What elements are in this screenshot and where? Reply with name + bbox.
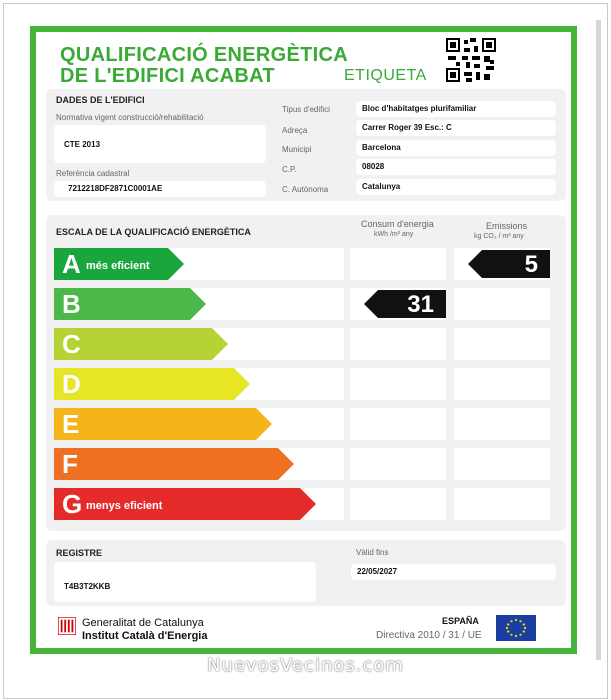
title-line-1: QUALIFICACIÓ ENERGÈTICA bbox=[60, 44, 349, 66]
ca-value: Catalunya bbox=[362, 182, 401, 191]
generalitat-text: Generalitat de Catalunya bbox=[82, 617, 204, 629]
emissions-cell-d bbox=[454, 368, 550, 400]
municipi-field bbox=[356, 140, 556, 156]
consum-value: 31 bbox=[407, 291, 434, 318]
class-arrow-e bbox=[54, 408, 272, 440]
registre-panel bbox=[46, 540, 566, 606]
class-arrow-b bbox=[54, 288, 206, 320]
consum-value-badge bbox=[364, 290, 446, 318]
icaen-text: Institut Català d'Energia bbox=[82, 630, 208, 642]
class-arrow-d bbox=[54, 368, 250, 400]
scale-header: ESCALA DE LA QUALIFICACIÓ ENERGÈTICA bbox=[56, 227, 251, 237]
registre-value: T4B3T2KKB bbox=[64, 582, 111, 591]
consum-unit: kWh /m² any bbox=[374, 231, 414, 238]
consum-cell-f bbox=[350, 448, 446, 480]
municipi-value: Barcelona bbox=[362, 143, 401, 152]
class-arrow-a bbox=[54, 248, 184, 280]
building-section-header: DADES DE L'EDIFICI bbox=[56, 95, 145, 105]
building-data-panel bbox=[46, 89, 566, 201]
class-arrow-f bbox=[54, 448, 294, 480]
municipi-label: Municipi bbox=[282, 145, 312, 154]
country-label: ESPAÑA bbox=[442, 616, 479, 626]
cp-value: 08028 bbox=[362, 162, 385, 171]
ca-field bbox=[356, 179, 556, 195]
emissions-value: 5 bbox=[524, 251, 538, 278]
registre-label: REGISTRE bbox=[56, 548, 103, 558]
cp-label: C.P. bbox=[282, 165, 297, 174]
normativa-value: CTE 2013 bbox=[64, 140, 101, 149]
energy-label-card bbox=[30, 26, 577, 654]
referencia-label: Referència cadastral bbox=[56, 169, 130, 178]
tipus-label: Tipus d'edifici bbox=[282, 105, 330, 114]
class-letter: D bbox=[62, 369, 81, 399]
title-line-2: DE L'EDIFICI ACABAT bbox=[60, 65, 275, 87]
consum-label: Consum d'energia bbox=[361, 219, 434, 229]
directive-label: Directiva 2010 / 31 / UE bbox=[376, 630, 482, 641]
energy-scale-panel bbox=[46, 215, 566, 531]
class-description: menys eficient bbox=[86, 500, 163, 512]
etiqueta-label: ETIQUETA bbox=[344, 67, 427, 84]
valid-field bbox=[351, 564, 556, 580]
consum-cell-a bbox=[350, 248, 446, 280]
adreca-field bbox=[356, 120, 556, 136]
consum-cell-d bbox=[350, 368, 446, 400]
frame-shadow bbox=[596, 20, 601, 660]
normativa-label: Normativa vigent construcció/rehabilitació bbox=[56, 113, 204, 122]
consum-cell-g bbox=[350, 488, 446, 520]
class-letter: E bbox=[62, 409, 80, 439]
referencia-value: 7212218DF2871C0001AE bbox=[68, 184, 163, 193]
tipus-value: Bloc d'habitatges plurifamiliar bbox=[362, 104, 477, 113]
emissions-value-badge bbox=[468, 250, 550, 278]
class-arrow-c bbox=[54, 328, 228, 360]
valid-value: 22/05/2027 bbox=[357, 567, 398, 576]
consum-cell-c bbox=[350, 328, 446, 360]
class-letter: B bbox=[62, 289, 81, 319]
valid-label: Vàlid fins bbox=[356, 548, 389, 557]
emissions-cell-c bbox=[454, 328, 550, 360]
adreca-value: Carrer Roger 39 Esc.: C bbox=[362, 123, 452, 132]
registre-field bbox=[54, 562, 316, 602]
class-letter: C bbox=[62, 329, 81, 359]
emissions-cell-g bbox=[454, 488, 550, 520]
consum-cell-e bbox=[350, 408, 446, 440]
cp-field bbox=[356, 159, 556, 175]
tipus-field bbox=[356, 101, 556, 117]
emissions-cell-e bbox=[454, 408, 550, 440]
ca-label: C. Autònoma bbox=[282, 185, 329, 194]
class-description: més eficient bbox=[86, 260, 150, 272]
emissions-unit: kg CO₂ / m² any bbox=[474, 233, 524, 240]
emissions-cell-f bbox=[454, 448, 550, 480]
referencia-field bbox=[54, 181, 266, 197]
normativa-field bbox=[54, 125, 266, 163]
emissions-label: Emissions bbox=[486, 221, 528, 231]
emissions-cell-b bbox=[454, 288, 550, 320]
qr-code-icon[interactable] bbox=[446, 38, 496, 82]
class-letter: A bbox=[62, 249, 81, 279]
class-letter: F bbox=[62, 449, 78, 479]
generalitat-logo-icon bbox=[58, 617, 76, 635]
adreca-label: Adreça bbox=[282, 126, 308, 135]
eu-flag-icon bbox=[496, 615, 536, 641]
class-arrow-g bbox=[54, 488, 316, 520]
watermark-text: NuevosVecinos.com bbox=[207, 655, 404, 676]
class-letter: G bbox=[62, 489, 83, 519]
